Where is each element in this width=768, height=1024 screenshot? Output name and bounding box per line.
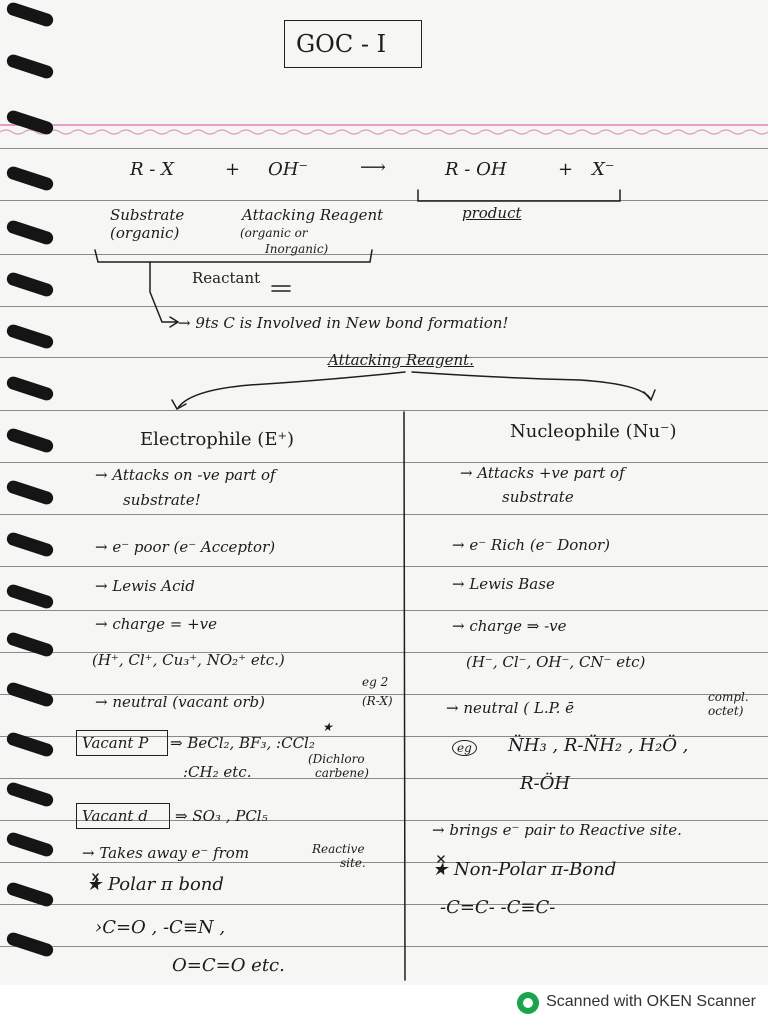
electrophile-attack-1: → Attacks on -ve part of <box>95 466 276 484</box>
compl-octet-1: compl. <box>708 690 749 704</box>
nucleophile-eg-list-2: R-ÖH <box>520 773 571 794</box>
non-polar-examples: -C=C- -C≡C- <box>440 897 556 918</box>
product-roh: R - OH <box>445 159 507 180</box>
nucleophile-examples: (H⁻, Cl⁻, OH⁻, CN⁻ etc) <box>466 653 646 671</box>
vacant-d-list: ⇒ SO₃ , PCl₅ <box>175 807 268 825</box>
electrophile-charge: → charge = +ve <box>95 615 218 633</box>
product-x: X⁻ <box>592 159 615 180</box>
non-polar-pi-bond: ★ Non-Polar π-Bond <box>432 859 617 880</box>
eg-mark: eg <box>452 740 477 756</box>
nucleophile-neutral: → neutral ( L.P. ē <box>446 699 575 717</box>
dichloro-note-2: carbene) <box>315 766 369 780</box>
nucleophile-rich: → e⁻ Rich (e⁻ Donor) <box>452 536 611 554</box>
polar-pi-bond: ★ Polar π bond <box>86 874 224 895</box>
compl-octet-2: octet) <box>708 704 744 718</box>
electrophile-neutral: → neutral (vacant orb) <box>95 693 265 711</box>
page-title: GOC - I <box>296 30 387 58</box>
substrate-note: (organic) <box>110 224 180 242</box>
reactant-oh: OH⁻ <box>268 159 308 180</box>
electrophile-acid: → Lewis Acid <box>95 577 195 595</box>
reactant-label: Reactant <box>192 269 261 287</box>
nucleophile-eg-list: N̈H₃ , R-N̈H₂ , H₂Ö , <box>508 735 689 756</box>
electrophile-heading: Electrophile (E⁺) <box>140 429 294 450</box>
attacking-note-2: Inorganic) <box>265 242 329 256</box>
bond-formation-note: → 9ts C is Involved in New bond formation! <box>178 314 509 332</box>
plus-sign: + <box>225 159 241 180</box>
electrophile-examples: (H⁺, Cl⁺, Cu₃⁺, NO₂⁺ etc.) <box>92 651 285 669</box>
nucleophile-attack-1: → Attacks +ve part of <box>460 464 625 482</box>
nucleophile-base: → Lewis Base <box>452 575 555 593</box>
scanner-footer <box>0 985 768 1024</box>
takes-away-2: Reactive <box>312 842 365 856</box>
nucleophile-charge: → charge ⇒ -ve <box>452 617 567 635</box>
plus-sign-2: + <box>558 159 574 180</box>
star-mark: ★ <box>322 720 333 734</box>
scanner-watermark-text: Scanned with OKEN Scanner <box>546 993 756 1010</box>
eg-2-mark: eg 2 <box>362 675 389 689</box>
polar-examples-1: ›C=O , -C≡N , <box>95 917 226 938</box>
vacant-d-label: Vacant d <box>82 807 148 825</box>
reactant-rx: R - X <box>130 159 174 180</box>
attacking-note-1: (organic or <box>240 226 308 240</box>
nucleophile-heading: Nucleophile (Nu⁻) <box>510 421 677 442</box>
electrophile-poor: → e⁻ poor (e⁻ Acceptor) <box>95 538 276 556</box>
vacant-p-label: Vacant P <box>82 734 149 752</box>
takes-away-3: site. <box>340 856 366 870</box>
takes-away-1: → Takes away e⁻ from <box>82 844 250 862</box>
product-label: product <box>462 204 522 222</box>
oken-scanner-logo <box>517 992 539 1014</box>
reaction-arrow: ⟶ <box>360 157 386 178</box>
split-label: Attacking Reagent. <box>328 351 474 369</box>
nucleophile-attack-2: substrate <box>502 488 574 506</box>
vacant-p-list: ⇒ BeCl₂, BF₃, :CCl₂ <box>170 734 315 752</box>
attacking-reagent-label: Attacking Reagent <box>242 206 384 224</box>
dichloro-note-1: (Dichloro <box>308 752 365 766</box>
substrate-label: Substrate <box>110 206 185 224</box>
electrophile-attack-2: substrate! <box>123 491 201 509</box>
nucleophile-brings: → brings e⁻ pair to Reactive site. <box>432 821 682 839</box>
polar-examples-2: O=C=O etc. <box>172 955 285 976</box>
vacant-p-list-2: :CH₂ etc. <box>183 763 252 781</box>
electrophile-rx: (R-X) <box>362 694 393 708</box>
